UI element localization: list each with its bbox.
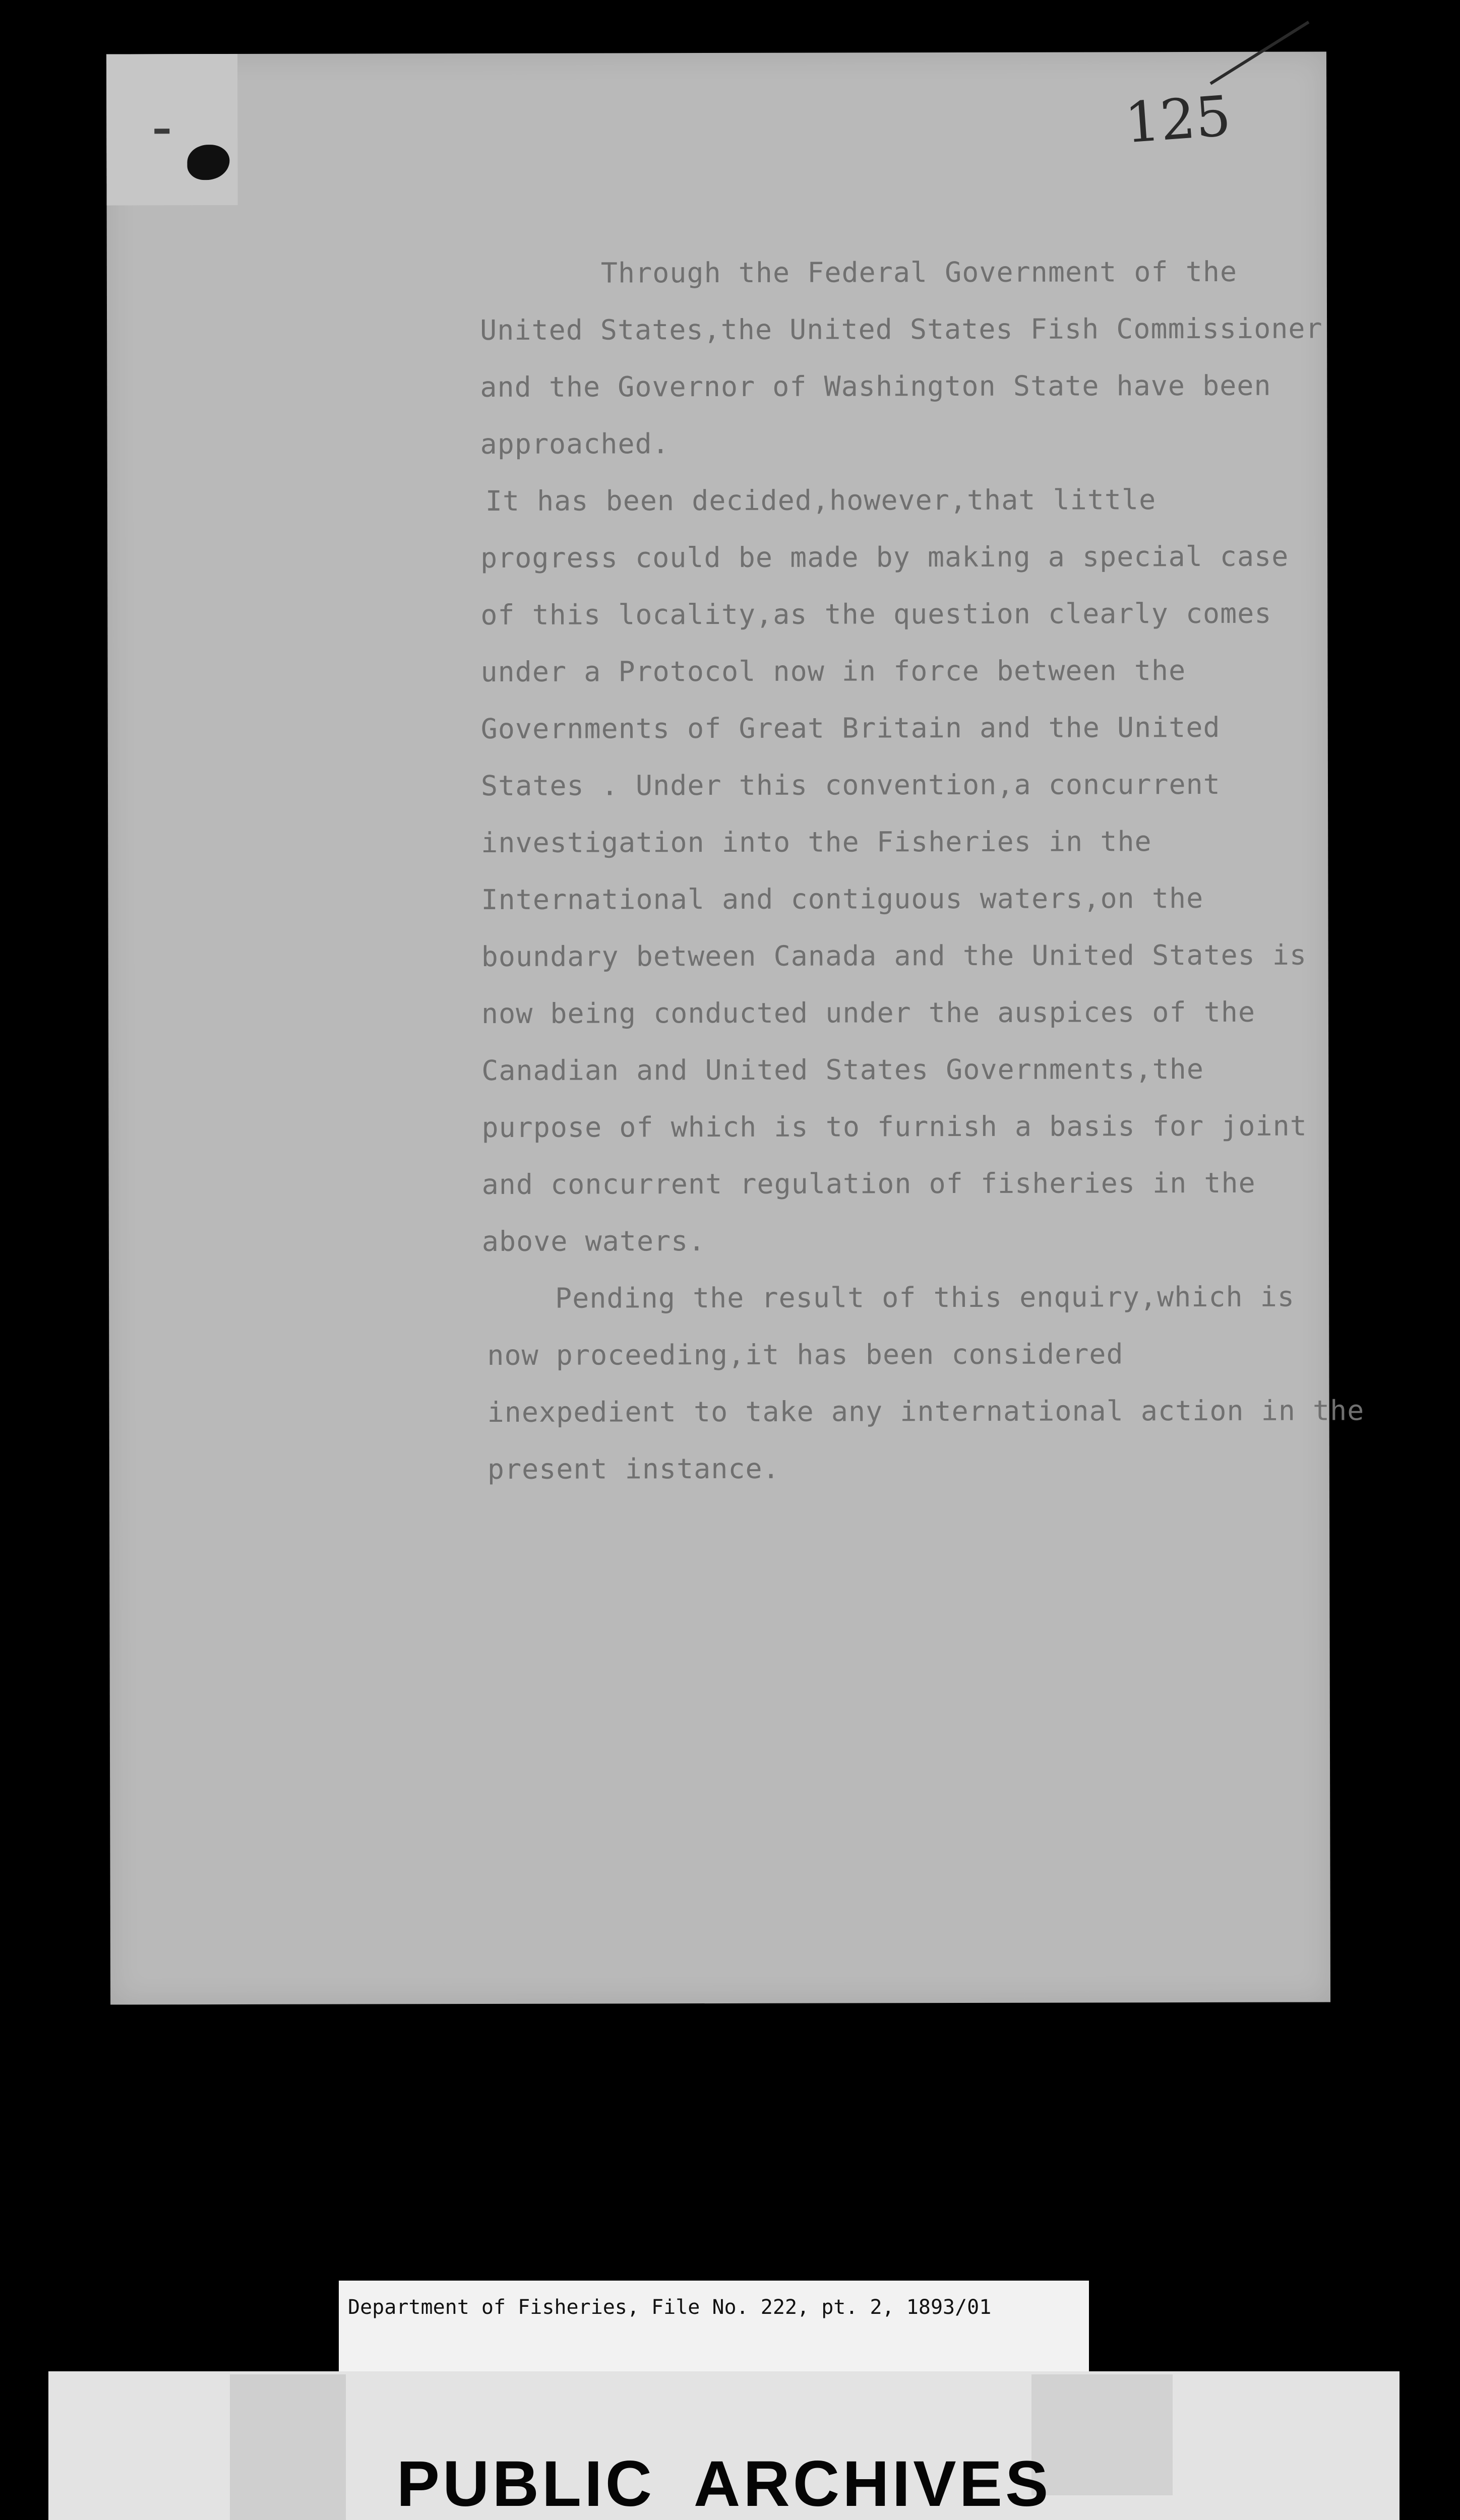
text-line: and concurrent regulation of fisheries in the [481, 1166, 1256, 1201]
text-line: purpose of which is to furnish a basis for joint [481, 1109, 1307, 1144]
paper-tab [106, 54, 238, 206]
text-line: Through the Federal Government of the [600, 255, 1238, 289]
folio-number: 125 [1122, 83, 1233, 156]
text-line: Governments of Great Britain and the United [480, 711, 1221, 745]
text-line: boundary between Canada and the United States is [481, 938, 1307, 973]
text-line: progress could be made by making a special case [480, 540, 1289, 574]
text-line: now being conducted under the auspices of the [481, 995, 1256, 1030]
file-reference-text: Department of Fisheries, File No. 222, pt. 2, 1893/01 [348, 2296, 992, 2319]
text-line: Pending the result of this enquiry,which is [555, 1280, 1295, 1314]
public-archives-stamp [48, 2371, 1400, 2520]
text-line: It has been decided,however,that little [485, 483, 1157, 517]
text-line: investigation into the Fisheries in the [481, 825, 1152, 859]
text-line: under a Protocol now in force between the [480, 654, 1186, 688]
typed-letter-body [480, 243, 1365, 1498]
tab-mark [154, 129, 169, 134]
file-reference-label [339, 2281, 1089, 2371]
text-line: approached. [480, 427, 670, 460]
document-page [106, 51, 1365, 2004]
text-line: now proceeding,it has been considered [487, 1338, 1124, 1371]
folio-stroke [1209, 21, 1309, 85]
stamp-line-english: PUBLIC ARCHIVES [396, 2448, 1052, 2520]
ink-blot [187, 145, 229, 180]
text-line: Canadian and United States Governments,the [481, 1052, 1204, 1087]
text-line: present instance. [487, 1452, 780, 1485]
text-line: inexpedient to take any international action in the [487, 1394, 1365, 1428]
text-line: International and contiguous waters,on the [481, 881, 1204, 916]
text-line: and the Governor of Washington State have been [480, 369, 1271, 403]
text-line: United States,the United States Fish Commissioner [480, 312, 1323, 346]
text-line: States . Under this convention,a concurrent [480, 768, 1221, 802]
text-line: of this locality,as the question clearly comes [480, 597, 1272, 631]
text-line: above waters. [481, 1225, 706, 1257]
